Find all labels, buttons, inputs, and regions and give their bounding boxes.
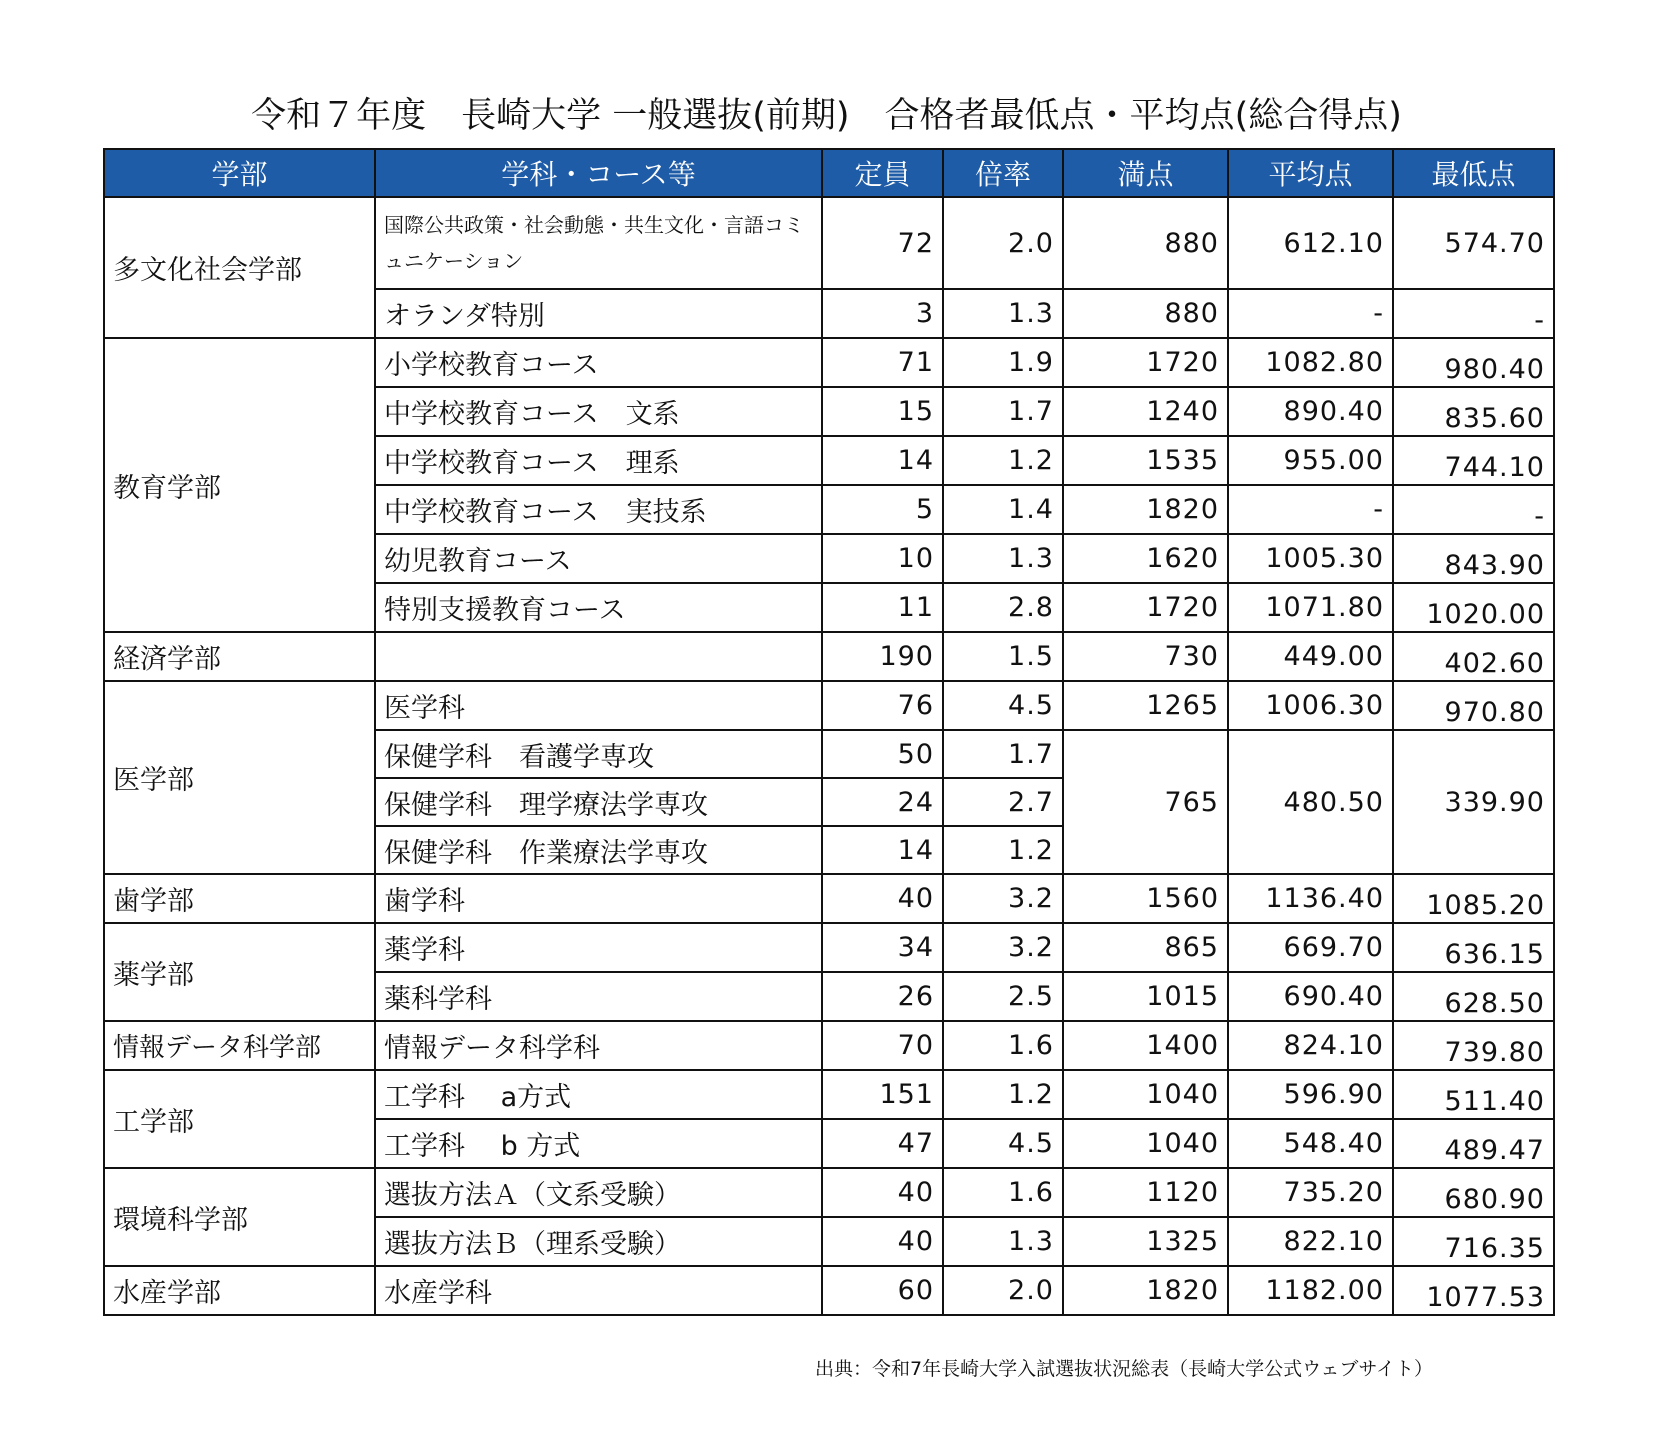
ratio-cell: 1.6 [943,1021,1063,1070]
quota-cell: 14 [822,826,943,874]
faculty-cell: 環境科学部 [104,1168,375,1266]
average-cell: 1005.30 [1228,534,1393,583]
header-minimum: 最低点 [1393,149,1554,197]
department-cell: 保健学科 看護学専攻 [375,730,822,778]
quota-cell: 190 [822,632,943,681]
average-cell: 480.50 [1228,730,1393,874]
header-department: 学科・コース等 [375,149,822,197]
department-cell: 工学科 a方式 [375,1070,822,1119]
ratio-cell: 2.0 [943,197,1063,289]
ratio-cell: 1.3 [943,1217,1063,1266]
full-score-cell: 1040 [1063,1070,1228,1119]
source-note: 出典：令和7年長崎大学入試選抜状況総表（長崎大学公式ウェブサイト） [815,1358,1434,1380]
quota-cell: 14 [822,436,943,485]
full-score-cell: 1325 [1063,1217,1228,1266]
full-score-cell: 1720 [1063,583,1228,632]
header-average: 平均点 [1228,149,1393,197]
minimum-cell: - [1393,289,1554,338]
department-cell [375,632,822,681]
ratio-cell: 1.7 [943,730,1063,778]
quota-cell: 10 [822,534,943,583]
ratio-cell: 1.6 [943,1168,1063,1217]
table-row [104,197,1554,289]
minimum-cell: 980.40 [1393,338,1554,387]
faculty-cell: 薬学部 [104,923,375,1021]
department-cell: 保健学科 作業療法学専攻 [375,826,822,874]
quota-cell: 71 [822,338,943,387]
ratio-cell: 1.2 [943,436,1063,485]
ratio-cell: 1.4 [943,485,1063,534]
full-score-cell: 880 [1063,289,1228,338]
faculty-cell: 工学部 [104,1070,375,1168]
minimum-cell: 739.80 [1393,1021,1554,1070]
page-title: 令和７年度 長崎大学 一般選抜(前期) 合格者最低点・平均点(総合得点) [251,96,1402,136]
faculty-cell: 教育学部 [104,338,375,632]
quota-cell: 60 [822,1266,943,1315]
minimum-cell: 339.90 [1393,730,1554,874]
minimum-cell: 1077.53 [1393,1266,1554,1315]
ratio-cell: 1.5 [943,632,1063,681]
department-cell: 医学科 [375,681,822,730]
full-score-cell: 1620 [1063,534,1228,583]
department-cell: 水産学科 [375,1266,822,1315]
average-cell: - [1228,485,1393,534]
header-full-score: 満点 [1063,149,1228,197]
full-score-cell: 880 [1063,197,1228,289]
department-cell: 薬科学科 [375,972,822,1021]
full-score-cell: 1015 [1063,972,1228,1021]
quota-cell: 47 [822,1119,943,1168]
quota-cell: 50 [822,730,943,778]
table-row [104,632,1554,681]
table-row [104,923,1554,972]
minimum-cell: 835.60 [1393,387,1554,436]
table-row [104,1266,1554,1315]
faculty-cell: 水産学部 [104,1266,375,1315]
quota-cell: 40 [822,874,943,923]
quota-cell: 5 [822,485,943,534]
table-row [104,338,1554,387]
full-score-cell: 1040 [1063,1119,1228,1168]
minimum-cell: - [1393,485,1554,534]
quota-cell: 151 [822,1070,943,1119]
table-row [104,681,1554,730]
quota-cell: 70 [822,1021,943,1070]
faculty-cell: 医学部 [104,681,375,874]
average-cell: 596.90 [1228,1070,1393,1119]
faculty-cell: 歯学部 [104,874,375,923]
department-cell: オランダ特別 [375,289,822,338]
ratio-cell: 3.2 [943,923,1063,972]
ratio-cell: 2.0 [943,1266,1063,1315]
full-score-cell: 1120 [1063,1168,1228,1217]
department-cell: 保健学科 理学療法学専攻 [375,778,822,826]
full-score-cell: 865 [1063,923,1228,972]
full-score-cell: 730 [1063,632,1228,681]
department-cell: 特別支援教育コース [375,583,822,632]
full-score-cell: 1400 [1063,1021,1228,1070]
minimum-cell: 843.90 [1393,534,1554,583]
average-cell: 735.20 [1228,1168,1393,1217]
ratio-cell: 4.5 [943,1119,1063,1168]
full-score-cell: 1265 [1063,681,1228,730]
department-cell: 工学科 b 方式 [375,1119,822,1168]
faculty-cell: 情報データ科学部 [104,1021,375,1070]
quota-cell: 34 [822,923,943,972]
average-cell: 669.70 [1228,923,1393,972]
ratio-cell: 4.5 [943,681,1063,730]
full-score-cell: 1820 [1063,485,1228,534]
full-score-cell: 765 [1063,730,1228,874]
average-cell: 822.10 [1228,1217,1393,1266]
full-score-cell: 1720 [1063,338,1228,387]
quota-cell: 40 [822,1217,943,1266]
minimum-cell: 574.70 [1393,197,1554,289]
ratio-cell: 3.2 [943,874,1063,923]
average-cell: 612.10 [1228,197,1393,289]
quota-cell: 3 [822,289,943,338]
ratio-cell: 1.2 [943,1070,1063,1119]
ratio-cell: 2.8 [943,583,1063,632]
table-row [104,1021,1554,1070]
minimum-cell: 636.15 [1393,923,1554,972]
minimum-cell: 511.40 [1393,1070,1554,1119]
minimum-cell: 744.10 [1393,436,1554,485]
table-row [104,874,1554,923]
department-cell: 中学校教育コース 実技系 [375,485,822,534]
department-cell: 国際公共政策・社会動態・共生文化・言語コミュニケーション [375,197,822,289]
minimum-cell: 1020.00 [1393,583,1554,632]
ratio-cell: 1.2 [943,826,1063,874]
faculty-cell: 多文化社会学部 [104,197,375,338]
header-ratio: 倍率 [943,149,1063,197]
average-cell: 1182.00 [1228,1266,1393,1315]
score-table [103,148,1555,1316]
minimum-cell: 716.35 [1393,1217,1554,1266]
department-cell: 選抜方法Ｂ（理系受験） [375,1217,822,1266]
quota-cell: 26 [822,972,943,1021]
table-row [104,1070,1554,1119]
table-header-row [104,149,1554,197]
ratio-cell: 1.7 [943,387,1063,436]
faculty-cell: 経済学部 [104,632,375,681]
average-cell: 1136.40 [1228,874,1393,923]
average-cell: 1082.80 [1228,338,1393,387]
average-cell: 890.40 [1228,387,1393,436]
full-score-cell: 1820 [1063,1266,1228,1315]
ratio-cell: 2.7 [943,778,1063,826]
minimum-cell: 1085.20 [1393,874,1554,923]
ratio-cell: 1.3 [943,289,1063,338]
header-faculty: 学部 [104,149,375,197]
department-cell: 選抜方法Ａ（文系受験） [375,1168,822,1217]
header-quota: 定員 [822,149,943,197]
full-score-cell: 1535 [1063,436,1228,485]
average-cell: 955.00 [1228,436,1393,485]
average-cell: - [1228,289,1393,338]
average-cell: 1071.80 [1228,583,1393,632]
department-cell: 歯学科 [375,874,822,923]
minimum-cell: 970.80 [1393,681,1554,730]
quota-cell: 15 [822,387,943,436]
ratio-cell: 2.5 [943,972,1063,1021]
quota-cell: 11 [822,583,943,632]
quota-cell: 40 [822,1168,943,1217]
quota-cell: 24 [822,778,943,826]
ratio-cell: 1.9 [943,338,1063,387]
department-cell: 中学校教育コース 理系 [375,436,822,485]
department-cell: 薬学科 [375,923,822,972]
department-cell: 幼児教育コース [375,534,822,583]
department-cell: 情報データ科学科 [375,1021,822,1070]
full-score-cell: 1240 [1063,387,1228,436]
full-score-cell: 1560 [1063,874,1228,923]
minimum-cell: 628.50 [1393,972,1554,1021]
minimum-cell: 402.60 [1393,632,1554,681]
quota-cell: 76 [822,681,943,730]
quota-cell: 72 [822,197,943,289]
average-cell: 548.40 [1228,1119,1393,1168]
average-cell: 824.10 [1228,1021,1393,1070]
average-cell: 449.00 [1228,632,1393,681]
minimum-cell: 489.47 [1393,1119,1554,1168]
minimum-cell: 680.90 [1393,1168,1554,1217]
average-cell: 1006.30 [1228,681,1393,730]
average-cell: 690.40 [1228,972,1393,1021]
table-row [104,1168,1554,1217]
ratio-cell: 1.3 [943,534,1063,583]
department-cell: 小学校教育コース [375,338,822,387]
department-cell: 中学校教育コース 文系 [375,387,822,436]
